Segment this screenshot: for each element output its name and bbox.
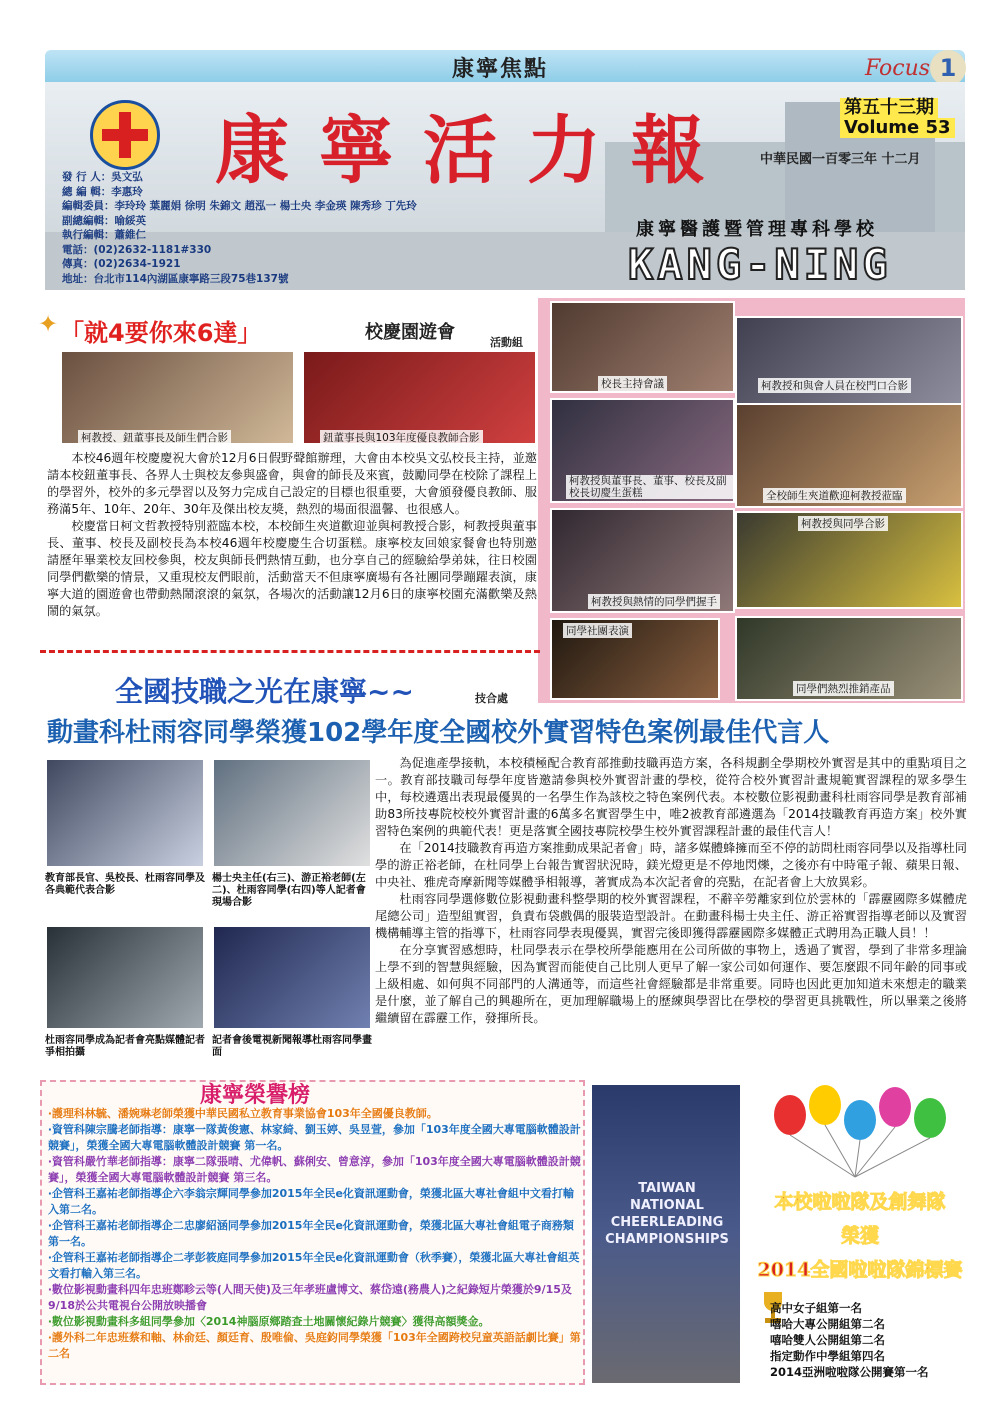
section-title: 康寧焦點: [451, 57, 548, 82]
cheer-headline-line: 本校啦啦隊及創舞隊: [774, 1191, 946, 1213]
paragraph: 在分享實習感想時，杜同學表示在學校所學能應用在公司所做的事物上，透過了實習，學到了非常多理論上學不到的智慧與經驗，因為實習而能使自己比別人更早了解一家公司如何運作、要怎麼跟不同年齡的同事或上級相處、如何與不同部門的人溝通等，而這些社會經驗都是非常重要。同時也因此更加知道未來想走的職業是什麼，並了解自己的興趣所在，更加理解職場上的歷練與學習比在學校的學習更具挑戰性，所以畢業之後將繼續留在霹靂工作，發揮所長。: [375, 943, 967, 1025]
divider: [40, 650, 540, 653]
credits: [62, 170, 417, 286]
credit-line: 發 行 人：吳文弘: [62, 171, 143, 183]
article1-dept: 活動組: [490, 336, 523, 349]
page-number: 1: [930, 50, 966, 86]
paragraph: 本校46週年校慶慶祝大會於12月6日假野聲館辦理，大會由本校吳文弘校長主持，並邀請本校鈕董事長、各界人士與校友參與盛會，與會的師長及來賓，鼓勵同學在校除了課程上的學習外，校外的多元學習以及努力完成自己設定的目標也很重要，大會頒發優良教師、服務滿5年、10年、20年、30年及傑出校友獎，熱烈的場面很溫馨、也很感人。: [47, 451, 537, 516]
photo-caption: 記者會後電視新聞報導杜雨容同學畫面: [212, 1035, 372, 1058]
volume-number: Volume 53: [840, 118, 955, 138]
honor-item: ‧企管科王嘉祐老師指導企二孝彭筱庭同學參加2015年全民e化資訊運動會（秋季賽），榮獲北區大專社會組英文看打輸入第三名。: [48, 1251, 580, 1280]
paragraph: 杜雨容同學選修數位影視動畫科整學期的校外實習課程，不辭辛勞離家到位於雲林的「霹靂國際多媒體虎尾總公司」造型組實習，負責布袋戲偶的服裝造型設計。在動畫科楊士央主任、游正裕實習指導老師以及實習機構輔導主管的指導下，杜雨容同學表現優異，實習完後即獲得霹靂國際多媒體正式聘用為正職人員！！: [375, 892, 967, 940]
cheer-headline: [755, 1185, 965, 1287]
honor-item: ‧護外科二年忠班蔡和軸、林俞廷、顏廷育、殷唯倫、吳庭鈞同學榮獲「103年全國跨校兒童英語話劇比賽」第二名: [48, 1331, 581, 1360]
school-name: 康寧醫護暨管理專科學校: [636, 219, 878, 240]
credit-line: 地址：台北市114內湖區康寧路三段75巷137號: [62, 272, 289, 285]
balloons-icon: [755, 1085, 965, 1180]
photo-caption: 楊士央主任(右三)、游正裕老師(左二)、杜雨容同學(右四)等人記者會現場合影: [212, 873, 366, 908]
credit-line: 副總編輯：喻綏英: [62, 214, 146, 227]
cheer-result: 高中女子組第一名: [770, 1301, 862, 1315]
credit-line: 編輯委員：李玲玲 葉麗娟 徐明 朱錦文 趙泓一 楊士央 李金瑛 陳秀珍 丁先玲: [62, 200, 417, 212]
honor-item: ‧數位影視動畫科四年忠班鄭畛云等(人間天使)及三年孝班盧博文、蔡岱遠(務農人)之紀錄短片榮獲於9/15及9/18於公共電視台公開放映播會: [48, 1283, 572, 1312]
honor-title: 康寧榮譽榜: [200, 1083, 311, 1108]
collage-caption: 全校師生夾道歡迎柯教授蒞臨: [763, 488, 906, 503]
collage-caption: 柯教授與熱情的同學們握手: [588, 594, 720, 609]
party-popper-icon: ✦: [38, 310, 59, 338]
issue-date: 中華民國一百零三年 十二月: [760, 152, 921, 167]
photo-caption: 柯教授、鈕董事長及師生們合影: [78, 430, 231, 445]
article2-headline: 動畫科杜雨容同學榮獲102學年度全國校外實習特色案例最佳代言人: [47, 718, 830, 748]
article2-dept: 技合處: [475, 692, 508, 705]
honor-item: ‧企管科王嘉祐老師指導企二忠廖紹涵同學參加2015年全民e化資訊運動會，榮獲北區大專社會組電子商務類第一名。: [48, 1219, 574, 1248]
photo-tv: [212, 925, 372, 1030]
credit-line: 傳真：(02)2634-1921: [62, 258, 181, 270]
cheer-headline-line: 榮獲: [840, 1225, 879, 1247]
photo-caption: 杜雨容同學成為記者會亮點媒體記者爭相拍攝: [45, 1035, 205, 1058]
cheer-result: 2014亞洲啦啦隊公開賽第一名: [770, 1365, 929, 1379]
collage-caption: 柯教授與同學合影: [798, 516, 888, 531]
issue-number: 第五十三期: [840, 98, 938, 118]
article1-title: 「就4要你來6達」: [60, 319, 262, 347]
photo-collage: [538, 298, 965, 703]
photo-press: [45, 758, 205, 868]
photo-media: [45, 925, 205, 1030]
honor-item: ‧數位影視動畫科多組同學參加〈2014神腦原鄉踏查土地關懷紀錄片競賽〉獲得高額獎金。: [48, 1315, 490, 1328]
honor-item: ‧護理科林毓、潘婉琳老師榮獲中華民國私立教育事業協會103年全國優良教師。: [48, 1107, 438, 1120]
honor-item: ‧企管科王嘉祐老師指導企六李翁宗輝同學參加2015年全民e化資訊運動會，榮獲北區大專社會組中文看打輸入第二名。: [48, 1187, 574, 1216]
cheer-result: 嘻哈雙人公開組第二名: [770, 1333, 885, 1347]
masthead: 康寧活力報: [215, 108, 735, 194]
cheer-banner-text: TAIWAN NATIONAL CHEERLEADING CHAMPIONSHIPS: [605, 1181, 729, 1247]
credit-line: 執行編輯：蕭維仁: [62, 229, 146, 241]
collage-caption: 同學社團表演: [563, 623, 632, 638]
article1-title-suffix: 校慶園遊會: [365, 322, 455, 343]
honor-item: ‧資管科陳宗騰老師指導：康寧一隊黃俊憲、林家綺、劉玉婷、吳昱萱，參加「103年度全國大專電腦軟體設計競賽」，榮獲全國大專電腦軟體設計競賽 第一名。: [48, 1123, 581, 1152]
school-english-name: KANG-NING: [628, 240, 892, 289]
cheer-results: [770, 1300, 929, 1380]
credit-line: 總 編 輯：李惠玲: [62, 185, 143, 198]
collage-caption: 柯教授與董事長、董事、校長及副校長切慶生蛋糕: [566, 475, 736, 499]
photo-caption: 教育部長官、吳校長、杜雨容同學及各典範代表合影: [45, 873, 205, 896]
article1-body: [47, 450, 537, 620]
paragraph: 在「2014技職教育再造方案推動成果記者會」時，諸多媒體蜂擁而至不停的訪問杜雨容同學以及指導杜同學的游正裕老師，在杜同學上台報告實習狀況時，鎂光燈更是不停地閃爍，之後亦有中時電子報、蘋果日報、中央社、雅虎奇摩新聞等媒體爭相報導，著實成為本次記者會的亮點，在記者會上大放異彩。: [375, 841, 967, 889]
cheer-result: 指定動作中學組第四名: [770, 1349, 885, 1363]
collage-caption: 校長主持會議: [598, 376, 667, 391]
honor-list: [48, 1106, 583, 1362]
logo-cross: [102, 129, 148, 141]
credit-line: 電話：(02)2632-1181#330: [62, 243, 212, 256]
photo-press-group: [212, 758, 372, 868]
collage-caption: 同學們熱烈推銷產品: [793, 681, 894, 696]
article2-title: 全國技職之光在康寧~~: [115, 675, 414, 708]
cheer-headline-line: 2014全國啦啦隊錦標賽: [757, 1259, 963, 1281]
paragraph: 校慶當日柯文哲教授特別蒞臨本校，本校師生夾道歡迎並與柯教授合影，柯教授與董事長、董事、校長及副校長為本校46週年校慶慶生合切蛋糕。康寧校友回娘家餐會也特別邀請歷年畢業校友回校參與，校友與師長們熱情互動，也分享自己的經驗給學弟妹，往日校園同學們歡樂的情景，又重現校友們眼前，活動當天不但康寧廣場有各社團同學蹦躍表演，康寧大道的園遊會也帶動熱鬧滾滾的氣氛，各場次的活動讓12月6日的康寧校園充滿歡樂及熱鬧的氣氛。: [47, 519, 537, 618]
collage-caption: 柯教授和與會人員在校門口合影: [758, 378, 911, 393]
article2-body: [375, 755, 967, 1027]
cheer-result: 嘻哈大專公開組第二名: [770, 1317, 885, 1331]
photo-caption: 鈕董事長與103年度優良教師合影: [320, 430, 483, 445]
honor-item: ‧資管科嚴竹華老師指導：康寧二隊張晴、尤偉帆、蘇俐安、曾意淳，參加「103年度全國大專電腦軟體設計競賽」，榮獲全國大專電腦軟體設計競賽 第三名。: [48, 1155, 581, 1184]
focus-label: Focus: [865, 56, 931, 81]
paragraph: 為促進產學接軌，本校積極配合教育部推動技職再造方案，各科規劃全學期校外實習是其中的重點項目之一。教育部技職司每學年度皆邀請參與校外實習計畫的學校，從符合校外實習計畫規範實習課程的眾多學生中，每校遴選出表現最優異的一名學生作為該校之特色案例代表。本校數位影視動畫科杜雨容同學是教育部補助83所技專院校校外實習計畫的6萬多名實習學生中，唯2被教育部遴選為「2014技職教育再造方案」校外實習特色案例的典範代表！更是落實全國技專院校學生校外實習課程計畫的最佳代言人！: [375, 756, 967, 838]
